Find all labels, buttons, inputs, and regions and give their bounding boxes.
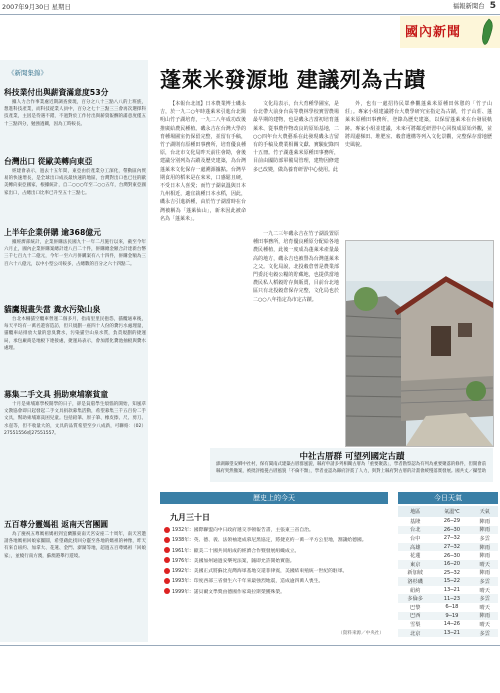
table-row (398, 526, 498, 535)
brief-title: 台灣出口 從歐美轉向東亞 (4, 157, 93, 166)
brief-text: 據經濟部統計，企業併購法民國九十一年二月施行以來，截至今年六月止，國內企業併購案總計達八百二十件，併購總金額合計達新台幣三千七百九十二億元，今年一至六月併購案有八十四件，併購金額為三百六十八億元，以中小型公司較多，占總數的百分之六十四點二。 (4, 240, 146, 267)
table-cell: 高雄 (398, 543, 432, 552)
bullet-icon (164, 557, 170, 563)
brief-column-title: 《新聞集錦》 (8, 69, 47, 77)
table-cell: 基隆 (410, 518, 421, 525)
bullet-icon (164, 588, 170, 594)
photo-caption (210, 448, 493, 482)
history-item-text: 1938年：英、德、義、法領袖達成慕尼黑協定，將捷克約一萬一平方公里地，割讓給德國。 (172, 538, 367, 544)
brief-text: 為了慶祝五尊媽祖媽祖到宜蘭羅東南天宮安座二十周年，南天宮邀請各地媽祖回娘家團圓，希望藉此找回分靈至各地的媽祖的神像，昨天有來自紐約、加拿大、花蓮、金門、澎湖等地，超過五百尊媽祖「回娘家」，並繞行南方澳，蘇澳港舉行遊境。 (4, 532, 146, 559)
history-item-text: 1999年：諾貝爾文學獎由德國作家葛拉斯榮獲殊榮。 (172, 589, 285, 595)
bullet-icon (164, 537, 170, 543)
history-section (160, 506, 388, 642)
table-header-row (398, 506, 498, 517)
bullet-icon (164, 578, 170, 584)
brief-item (4, 228, 146, 268)
brief-text: 據人力合作事業處近期調查發現，百分之八十三點八八的上班族，想進科技產業，而科技從業人員中，百分之七十三點三三會再次選擇科技產業，主因是待遇不錯，不過對於工作付出與薪資報酬的滿意度僅五十三點四分，勉強過關，因為工時較長。 (4, 100, 146, 127)
history-date: 九月三十日 (170, 512, 210, 522)
table-cell: 陣雨 (479, 518, 490, 525)
top-bar (0, 0, 500, 15)
table-cell: 27─32 (443, 535, 461, 542)
bullet-icon (164, 568, 170, 574)
list-item (164, 557, 386, 567)
list-item (164, 536, 386, 546)
table-cell: 晴天 (479, 604, 490, 611)
table-cell: 陣雨 (471, 526, 498, 535)
table-cell: 陣雨 (479, 570, 490, 577)
history-list (164, 526, 386, 598)
article-column-3 (253, 100, 339, 228)
brief-text: 經建會表示，過去十五年間，東亞由於產業分工深化，帶動區內貿易的快速增長，是全球出口成長最快速的地區，台灣對出口也已往的歐美轉向東亞國家，根據統計，自二○○○年至二○○五年，台灣對東亞國家出口，占總出口比率已升至五十三點七。 (4, 169, 146, 196)
masthead (453, 1, 496, 11)
table-cell: 晴天 (479, 621, 490, 628)
brief-item (4, 520, 146, 560)
article-text: 一九二三年磯永吉在竹子湖設置原種田事務所，培育優良種原分配給各地農民種植，此後一度成為蓬萊米產量最高的地方，磯永吉也被譽為台灣蓬萊米之父。文化局說，北投穀倉曾是農業部門委託屯穀公糧的貯藏地，也提供當地農民私人稻穀貯存與販賣，目前台北地區只有北投穀倉保存完整，文化局也於二○○八年指定為市定古蹟。 (253, 231, 339, 303)
table-cell: 晴天 (471, 560, 498, 569)
table-cell: 晴天 (479, 587, 490, 594)
article-photo (345, 240, 494, 447)
weather-table (398, 506, 498, 637)
history-header: 歷史上的今天 (160, 492, 388, 504)
brief-title: 上半年企業併購 逾368億元 (4, 228, 101, 237)
section-header (400, 16, 500, 48)
brief-title: 五百尊分靈媽祖 返南天宮團圓 (4, 520, 109, 529)
history-source: （資料來源／中央社） (338, 631, 384, 636)
table-cell: 多倫多 (398, 594, 432, 603)
issue-date: 2007年9月30日 星期日 (2, 3, 71, 11)
weather-rows (398, 517, 498, 637)
history-item-text: 1992年：美國正式將蘇比克灣海軍基地交還菲律賓，美國結束殖統一世紀的駐軍。 (172, 569, 348, 575)
table-cell: 11─23 (432, 594, 471, 603)
column-header: 天氣 (471, 506, 498, 517)
list-item (164, 547, 386, 557)
table-row (398, 543, 498, 552)
brief-item (4, 390, 146, 437)
stone-houses-image (346, 241, 493, 446)
bottom-divider (0, 645, 500, 646)
table-cell: 東京 (398, 560, 432, 569)
article-text: 文化局表示，台大育種學圃室，是台北帶大前身台高等農林學校實習農場最早期的建物，也是磯永吉當初培育蓬萊米、從事農作物改良的原始基地，二○○四年台大農藝系在此發現磯永吉留有的手稿及農業相關文獻、實驗紀錄四十五冊。竹子湖蓬萊米原種田事務所，目前由國防部軍備局管理，建物因修建多已改變，做為養育研習中心使用。此 (253, 101, 339, 173)
table-cell: 台北 (398, 526, 432, 535)
table-cell: 雪梨 (410, 621, 421, 628)
table-cell: 9─19 (432, 612, 471, 621)
taiwan-map-icon (478, 18, 496, 46)
brief-text: 十月是柬埔寨學校開學的日子，卻是貧窮學生煩惱的開始，知風草文教協會即日起發起二手文具捐款募集活動，希望募集三千五百份二手文具，幫助柬埔寨貧困兒童。包括鉛筆、原子筆、橡皮擦、尺、剪刀、水壺等，但不收量大的，文具的品質希望至少八成新，可聯絡：（02）27551556或27551557。 (4, 402, 146, 436)
brief-item (4, 157, 146, 197)
table-row (398, 569, 498, 578)
brief-title: 貓鷹規畫失當 糞水污染山泉 (4, 305, 101, 314)
history-item-text: 1961年：歐美二十國共同組成的經濟合作暨發展組織成立。 (172, 548, 300, 554)
list-item (164, 526, 386, 536)
caption-title: 中社古厝群 可望列國定古蹟 (299, 452, 405, 462)
table-row (398, 577, 498, 586)
table-cell: 台中 (410, 535, 421, 542)
article-text: 【本報台北訊】日本農業博士磯永吉，於一九二○年時蓬萊米引進台北陽明山竹子湖培育，一九二八年成功改後推廣給農民種植。磯永吉在台灣大學的育種場圃室仍保留完整，並留有手稿，竹子湖則有原種田事務所，培育優良種原，台北市文化局昨天前往會勘，會後建議分別列為古蹟及歷史建築，為台灣蓬萊米文化保存一處溯源據點。台灣早期食用的稻米是在來米，口感鬆且硬，不受日本人喜愛；而竹子湖氣溫與日本九州相近，適宜栽種日本水稻，因此，磯永吉引進新種，由於竹子湖當時在台灣被稱為「蓬萊仙山」，新米因此被命名為「蓬萊米」。 (160, 101, 246, 222)
table-row (398, 560, 498, 569)
bullet-icon (164, 527, 170, 533)
table-row (398, 603, 498, 612)
brief-title: 募集二手文具 捐助柬埔寨貧童 (4, 390, 109, 399)
table-cell: 25─32 (443, 569, 461, 576)
table-cell: 13─21 (443, 587, 461, 594)
article-column-4 (345, 100, 492, 236)
table-cell: 6─18 (445, 604, 459, 611)
table-cell: 26─29 (443, 518, 461, 525)
paper-name: 福報新聞台 (452, 2, 485, 10)
table-cell: 26─30 (443, 552, 461, 559)
history-item-text: 1932年：國際聯盟向中日政府遞交李頓報告書，主張東三省自治。 (172, 528, 314, 533)
table-cell: 14─26 (443, 621, 461, 628)
table-cell: 北京 (398, 629, 432, 638)
column-header: 氣溫℃ (432, 506, 471, 517)
table-row (398, 534, 498, 543)
table-cell: 陣雨 (471, 612, 498, 621)
brief-item (4, 88, 146, 128)
table-cell: 新加坡 (407, 570, 423, 577)
table-cell: 陣雨 (471, 543, 498, 552)
brief-text: 台北木柵貓空纜車營運二個多月，指南里里民抱怨，貓纜通車後，每天平均有一萬名遊客造訪，但只規劃一座四十人份的糞污水處理量，貓纜車站排放大量的惡臭糞水，污染貓空山泉水質，負責規劃的捷運局，承包廠商是地板下連接處，捷運局表示，會加派化糞池抽板與糞水處理。 (4, 317, 146, 351)
table-row (398, 620, 498, 629)
history-item-text: 1993年：印度西部三省發生六千年來最強烈地震，造成逾四萬人喪生。 (172, 579, 324, 585)
table-row (398, 612, 498, 621)
table-cell: 洛杉磯 (398, 577, 432, 586)
table-cell: 陣雨 (479, 553, 490, 560)
table-row (398, 517, 498, 526)
table-cell: 15─22 (432, 577, 471, 586)
table-row (398, 594, 498, 603)
section-title: 國內新聞 (405, 25, 462, 40)
table-cell: 多雲 (471, 594, 498, 603)
table-cell: 26─30 (432, 526, 471, 535)
table-row (398, 629, 498, 638)
table-cell: 巴西 (398, 612, 432, 621)
column-header: 地區 (398, 506, 432, 517)
article-column-2 (253, 230, 339, 442)
table-cell: 16─20 (432, 560, 471, 569)
article-headline: 蓬萊米發源地 建議列為古蹟 (160, 67, 426, 92)
table-cell: 13─21 (432, 629, 471, 638)
table-cell: 花蓮 (410, 553, 421, 560)
table-cell: 多雲 (471, 629, 498, 638)
table-cell: 多雲 (479, 535, 490, 542)
table-cell: 多雲 (471, 577, 498, 586)
brief-title: 科技業付出與薪資滿意度53分 (4, 88, 109, 97)
bullet-icon (164, 547, 170, 553)
article-column-1 (160, 100, 246, 488)
list-item (164, 567, 386, 577)
list-item (164, 577, 386, 587)
weather-header: 今日天氣 (398, 492, 498, 504)
list-item (164, 588, 386, 598)
table-cell: 27─32 (432, 543, 471, 552)
article-text: 外，也有一處招待民眾參觀蓬萊米原種田休憩的「竹子山莊」。專家小組建議將台大農學研究室指定為古蹟，竹子山莊、蓬萊米原種田事務所，登錄為歷史建築，以保留蓬萊米在台發展軌跡。專家小組並建議，未來可將鄰近研習中心回復成原始外觀，並將周邊梯田、堆肥室、穀倉遺構等列入文化景觀，完整保存當地歷史風貌。 (345, 101, 492, 149)
page-number: 5 (489, 1, 496, 11)
table-cell: 巴黎 (410, 604, 421, 611)
brief-item (4, 305, 146, 352)
table-cell: 紐約 (410, 587, 421, 594)
table-row (398, 586, 498, 595)
history-item-text: 1976年：美國加州通過安樂死法案，隨即允許開始實施。 (172, 558, 295, 564)
caption-text: 澎湖縣望安鄉中社村，保有閩南式建築古厝群風貌，縣府申請多列相關古厝為「重要聚落」，學者勘察認為有列為重要聚落的條件，但開會前縣府突然撤案，被批評擔憂古厝風貌「不倫不類」，學者並認為縣府評賞了人力，與對上縣府對古厝的計畫會緩慢落實發展。國共丈／攝瑩助 (216, 462, 487, 474)
table-row (398, 551, 498, 560)
